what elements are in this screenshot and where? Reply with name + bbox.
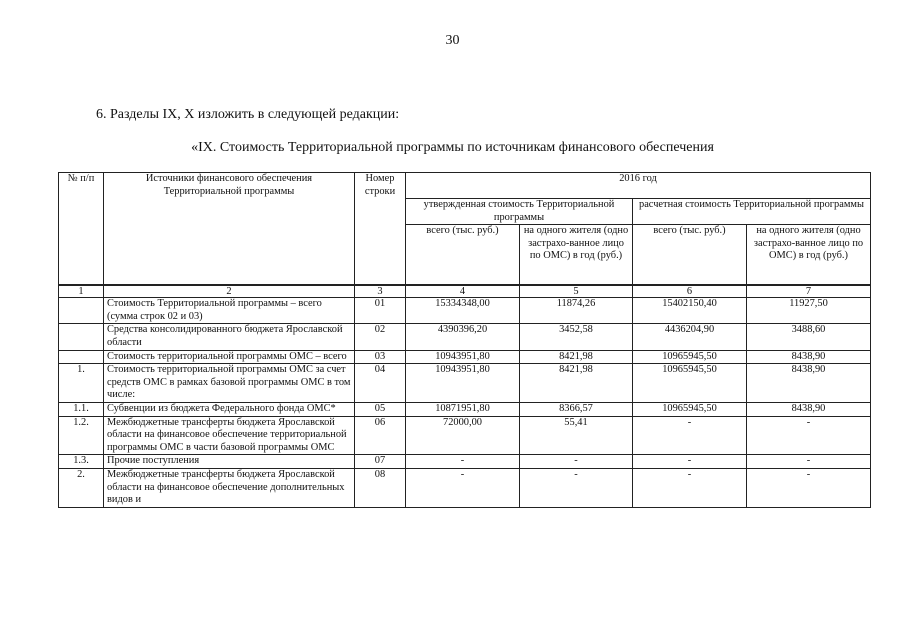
row-code: 05 bbox=[355, 402, 406, 416]
approved-total: - bbox=[406, 468, 520, 507]
page-number: 30 bbox=[445, 33, 460, 48]
column-number: 2 bbox=[104, 285, 355, 298]
table-row bbox=[59, 455, 871, 469]
header-calculated-cost: расчетная стоимость Территориальной программы bbox=[633, 199, 871, 225]
approved-total: - bbox=[406, 455, 520, 469]
approved-per-capita: 8366,57 bbox=[520, 402, 633, 416]
table-row bbox=[59, 402, 871, 416]
column-number: 4 bbox=[406, 285, 520, 298]
row-source: Субвенции из бюджета Федерального фонда ОМС* bbox=[104, 402, 355, 416]
approved-total: 10943951,80 bbox=[406, 364, 520, 403]
section-title: «IX. Стоимость Территориальной программы по источникам финансового обеспечения bbox=[191, 140, 714, 155]
row-num: 2. bbox=[59, 468, 104, 507]
row-num: 1.2. bbox=[59, 416, 104, 455]
row-source: Стоимость территориальной программы ОМС – всего bbox=[104, 350, 355, 364]
financing-table bbox=[58, 172, 871, 508]
approved-per-capita: 8421,98 bbox=[520, 364, 633, 403]
row-code: 04 bbox=[355, 364, 406, 403]
calculated-total: - bbox=[633, 416, 747, 455]
table-row bbox=[59, 468, 871, 507]
approved-total: 10871951,80 bbox=[406, 402, 520, 416]
calculated-per-capita: - bbox=[747, 455, 871, 469]
row-num: 1.3. bbox=[59, 455, 104, 469]
row-source: Средства консолидированного бюджета Ярославской области bbox=[104, 324, 355, 350]
header-calculated-total: всего (тыс. руб.) bbox=[633, 225, 747, 286]
header-approved-total: всего (тыс. руб.) bbox=[406, 225, 520, 286]
row-num bbox=[59, 298, 104, 324]
row-source: Стоимость Территориальной программы – всего (сумма строк 02 и 03) bbox=[104, 298, 355, 324]
approved-per-capita: 55,41 bbox=[520, 416, 633, 455]
approved-total: 10943951,80 bbox=[406, 350, 520, 364]
calculated-per-capita: 8438,90 bbox=[747, 364, 871, 403]
row-code: 08 bbox=[355, 468, 406, 507]
table-row bbox=[59, 324, 871, 350]
header-approved-cost: утвержденная стоимость Территориальной программы bbox=[406, 199, 633, 225]
calculated-total: - bbox=[633, 468, 747, 507]
header-approved-per-capita: на одного жителя (одно застрахо-ванное лицо по ОМС) в год (руб.) bbox=[520, 225, 633, 286]
calculated-per-capita: 8438,90 bbox=[747, 402, 871, 416]
header-num: № п/п bbox=[59, 173, 104, 286]
column-number: 3 bbox=[355, 285, 406, 298]
approved-total: 15334348,00 bbox=[406, 298, 520, 324]
header-calculated-per-capita: на одного жителя (одно застрахо-ванное лицо по ОМС) в год (руб.) bbox=[747, 225, 871, 286]
calculated-per-capita: 11927,50 bbox=[747, 298, 871, 324]
table-row bbox=[59, 298, 871, 324]
intro-text: 6. Разделы IX, X изложить в следующей редакции: bbox=[96, 107, 400, 122]
calculated-per-capita: 3488,60 bbox=[747, 324, 871, 350]
calculated-total: 4436204,90 bbox=[633, 324, 747, 350]
approved-per-capita: 3452,58 bbox=[520, 324, 633, 350]
column-numbers-row bbox=[59, 285, 871, 298]
row-source: Стоимость территориальной программы ОМС за счет средств ОМС в рамках базовой программы ОМС в том числе: bbox=[104, 364, 355, 403]
approved-total: 72000,00 bbox=[406, 416, 520, 455]
row-code: 06 bbox=[355, 416, 406, 455]
row-source: Прочие поступления bbox=[104, 455, 355, 469]
approved-per-capita: - bbox=[520, 455, 633, 469]
column-number: 7 bbox=[747, 285, 871, 298]
table-row bbox=[59, 350, 871, 364]
row-num: 1. bbox=[59, 364, 104, 403]
column-number: 1 bbox=[59, 285, 104, 298]
calculated-per-capita: - bbox=[747, 468, 871, 507]
calculated-total: - bbox=[633, 455, 747, 469]
row-code: 01 bbox=[355, 298, 406, 324]
table-row bbox=[59, 364, 871, 403]
table-row bbox=[59, 416, 871, 455]
calculated-total: 10965945,50 bbox=[633, 364, 747, 403]
header-source: Источники финансового обеспечения Территориальной программы bbox=[104, 173, 355, 286]
calculated-total: 10965945,50 bbox=[633, 350, 747, 364]
approved-total: 4390396,20 bbox=[406, 324, 520, 350]
approved-per-capita: - bbox=[520, 468, 633, 507]
row-code: 02 bbox=[355, 324, 406, 350]
row-num: 1.1. bbox=[59, 402, 104, 416]
header-year: 2016 год bbox=[406, 173, 871, 199]
column-number: 6 bbox=[633, 285, 747, 298]
approved-per-capita: 8421,98 bbox=[520, 350, 633, 364]
header-row-number: Номер строки bbox=[355, 173, 406, 286]
calculated-per-capita: 8438,90 bbox=[747, 350, 871, 364]
calculated-total: 10965945,50 bbox=[633, 402, 747, 416]
row-code: 03 bbox=[355, 350, 406, 364]
row-source: Межбюджетные трансферты бюджета Ярославской области на финансовое обеспечение территориальной программы ОМС в части базовой программы ОМС bbox=[104, 416, 355, 455]
row-num bbox=[59, 324, 104, 350]
calculated-total: 15402150,40 bbox=[633, 298, 747, 324]
row-source: Межбюджетные трансферты бюджета Ярославской области на финансовое обеспечение дополнительных видов и bbox=[104, 468, 355, 507]
approved-per-capita: 11874,26 bbox=[520, 298, 633, 324]
row-num bbox=[59, 350, 104, 364]
calculated-per-capita: - bbox=[747, 416, 871, 455]
column-number: 5 bbox=[520, 285, 633, 298]
row-code: 07 bbox=[355, 455, 406, 469]
